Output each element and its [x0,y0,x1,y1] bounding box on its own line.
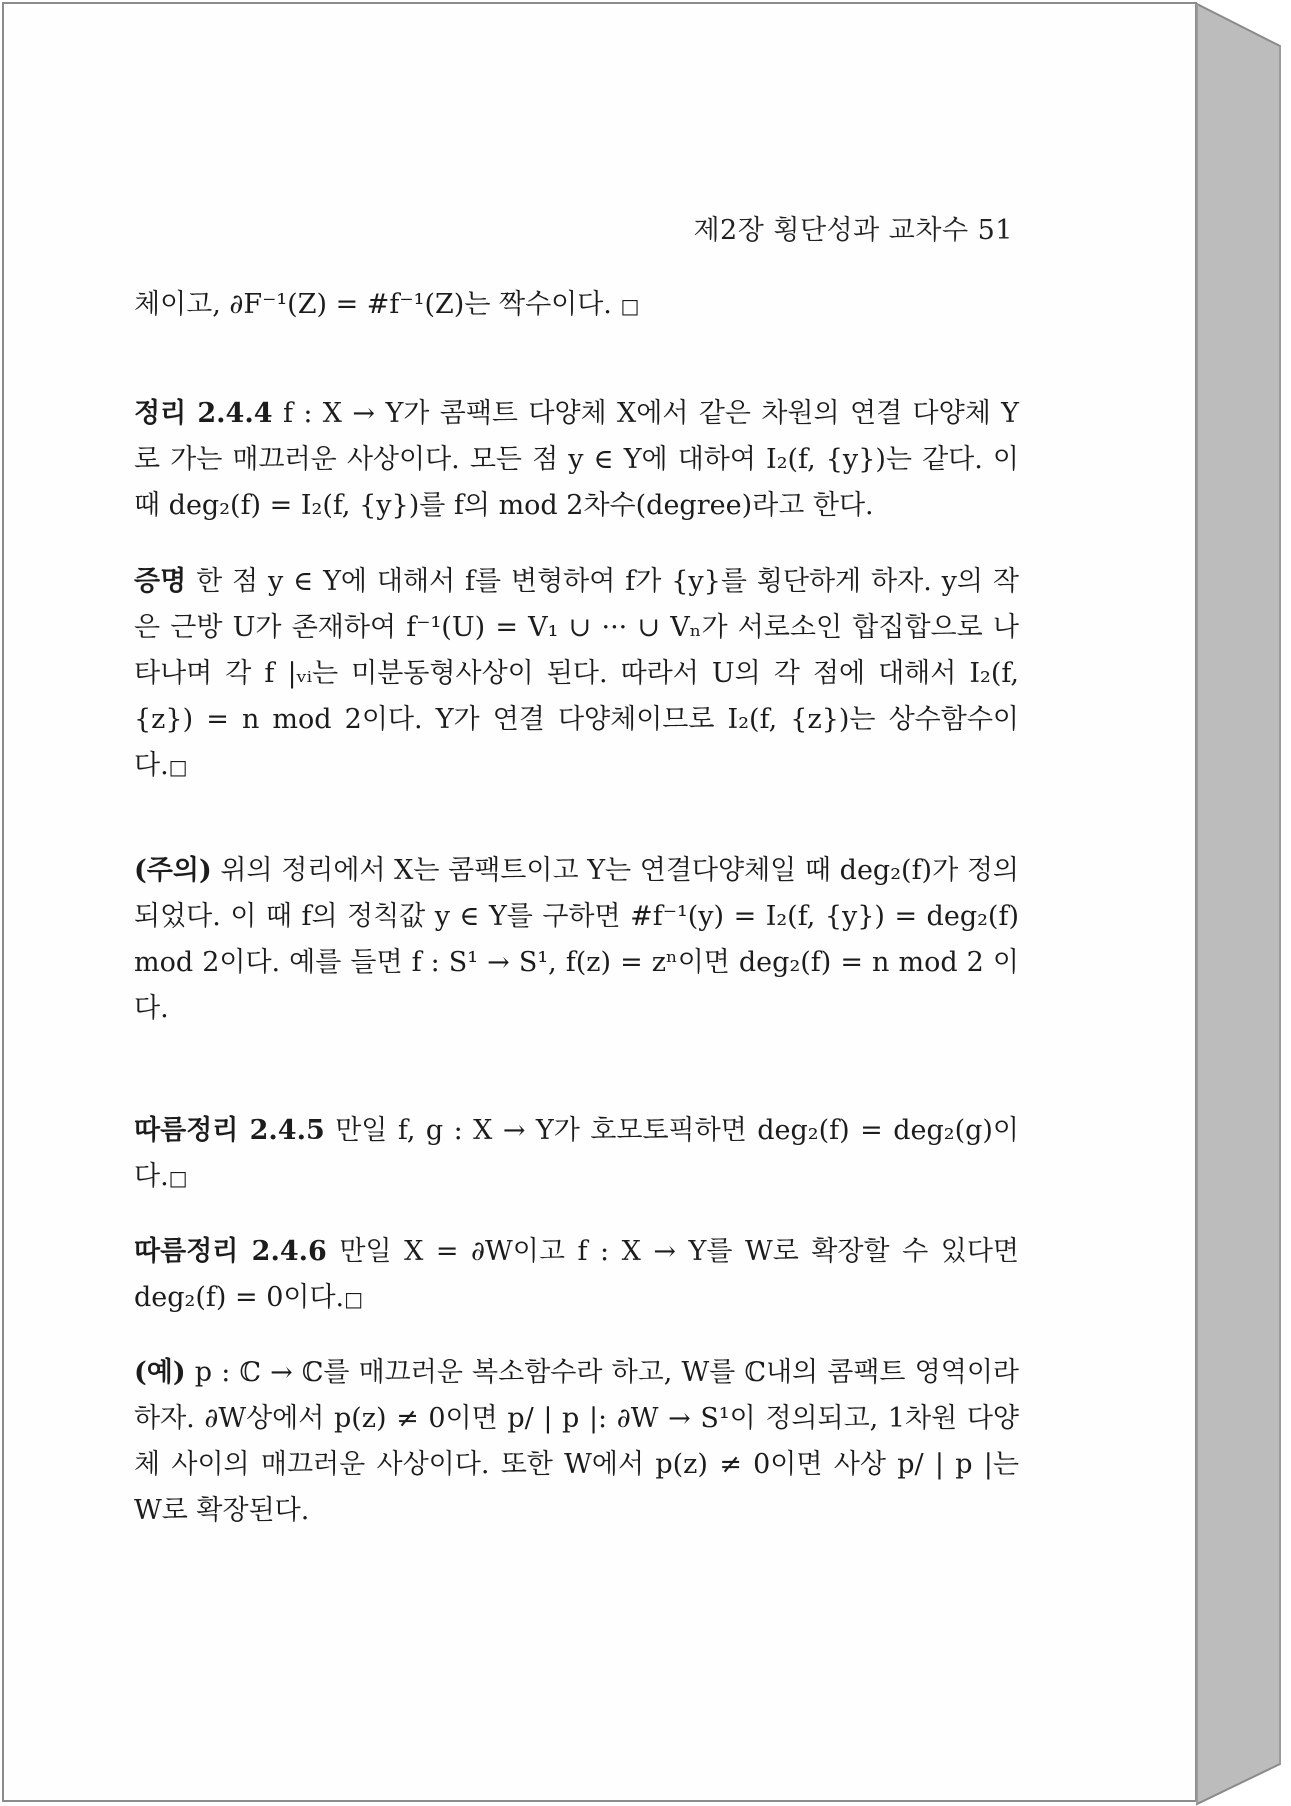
remark-text: 위의 정리에서 X는 콤팩트이고 Y는 연결다양체일 때 deg₂(f)가 정의되었다. 이 때 f의 정칙값 y ∈ Y를 구하면 #f⁻¹(y) = I₂(f, {y}) = deg₂(f) mod 2이다. 예를 들면 f : S¹ → S¹, f(z) = zⁿ이면 deg₂(f) = n mod 2 이다. [134,855,1019,1024]
qed-mark: □ [620,294,640,318]
theorem-2-4-4 [134,391,1019,529]
remark-label: (주의) [134,855,212,886]
example-text: p : ℂ → ℂ를 매끄러운 복소함수라 하고, W를 ℂ내의 콤팩트 영역이라 하자. ∂W상에서 p(z) ≠ 0이면 p/ | p |: ∂W → S¹이 정의되고, 1차원 다양체 사이의 매끄러운 사상이다. 또한 W에서 p(z) ≠ 0이면 사상 p/ | p |는 W로 확장된다. [134,1357,1019,1526]
paragraph-text: 체이고, ∂F⁻¹(Z) = #f⁻¹(Z)는 짝수이다. [134,289,612,320]
qed-mark: □ [168,1166,188,1190]
theorem-text: f : X → Y가 콤팩트 다양체 X에서 같은 차원의 연결 다양체 Y로 가는 매끄러운 사상이다. 모든 점 y ∈ Y에 대하여 I₂(f, {y})는 같다. 이 때 deg₂(f) = I₂(f, {y})를 f의 mod 2차수(degree)라고 한다. [134,398,1020,521]
corollary-label: 따름정리 2.4.5 [134,1115,325,1146]
paragraph-proof-tail [134,282,1019,329]
corollary-label: 따름정리 2.4.6 [134,1236,327,1267]
proof-label: 증명 [134,566,187,597]
proof-text: 한 점 y ∈ Y에 대해서 f를 변형하여 f가 {y}를 횡단하게 하자. y의 작은 근방 U가 존재하여 f⁻¹(U) = V₁ ∪ ··· ∪ Vₙ가 서로소인 합집합으로 나타나며 각 f |ᵥᵢ는 미분동형사상이 된다. 따라서 U의 각 점에 대해서 I₂(f, {z}) = n mod 2이다. Y가 연결 다양체이므로 I₂(f, {z})는 상수함수이다. [134,566,1019,781]
example-label: (예) [134,1357,186,1388]
example [134,1350,1019,1534]
corollary-2-4-5 [134,1108,1019,1201]
proof [134,559,1019,790]
corollary-text: 만일 f, g : X → Y가 호모토픽하면 deg₂(f) = deg₂(g)이다. [134,1115,1019,1192]
corollary-2-4-6 [134,1229,1019,1322]
running-head: 제2장 횡단성과 교차수 51 [693,215,1013,246]
theorem-label: 정리 2.4.4 [134,398,273,429]
remark [134,848,1019,1032]
corollary-text: 만일 X = ∂W이고 f : X → Y를 W로 확장할 수 있다면 deg₂(f) = 0이다. [134,1236,1019,1313]
page-body [134,282,1019,1534]
qed-mark: □ [168,755,188,779]
qed-mark: □ [344,1287,364,1311]
